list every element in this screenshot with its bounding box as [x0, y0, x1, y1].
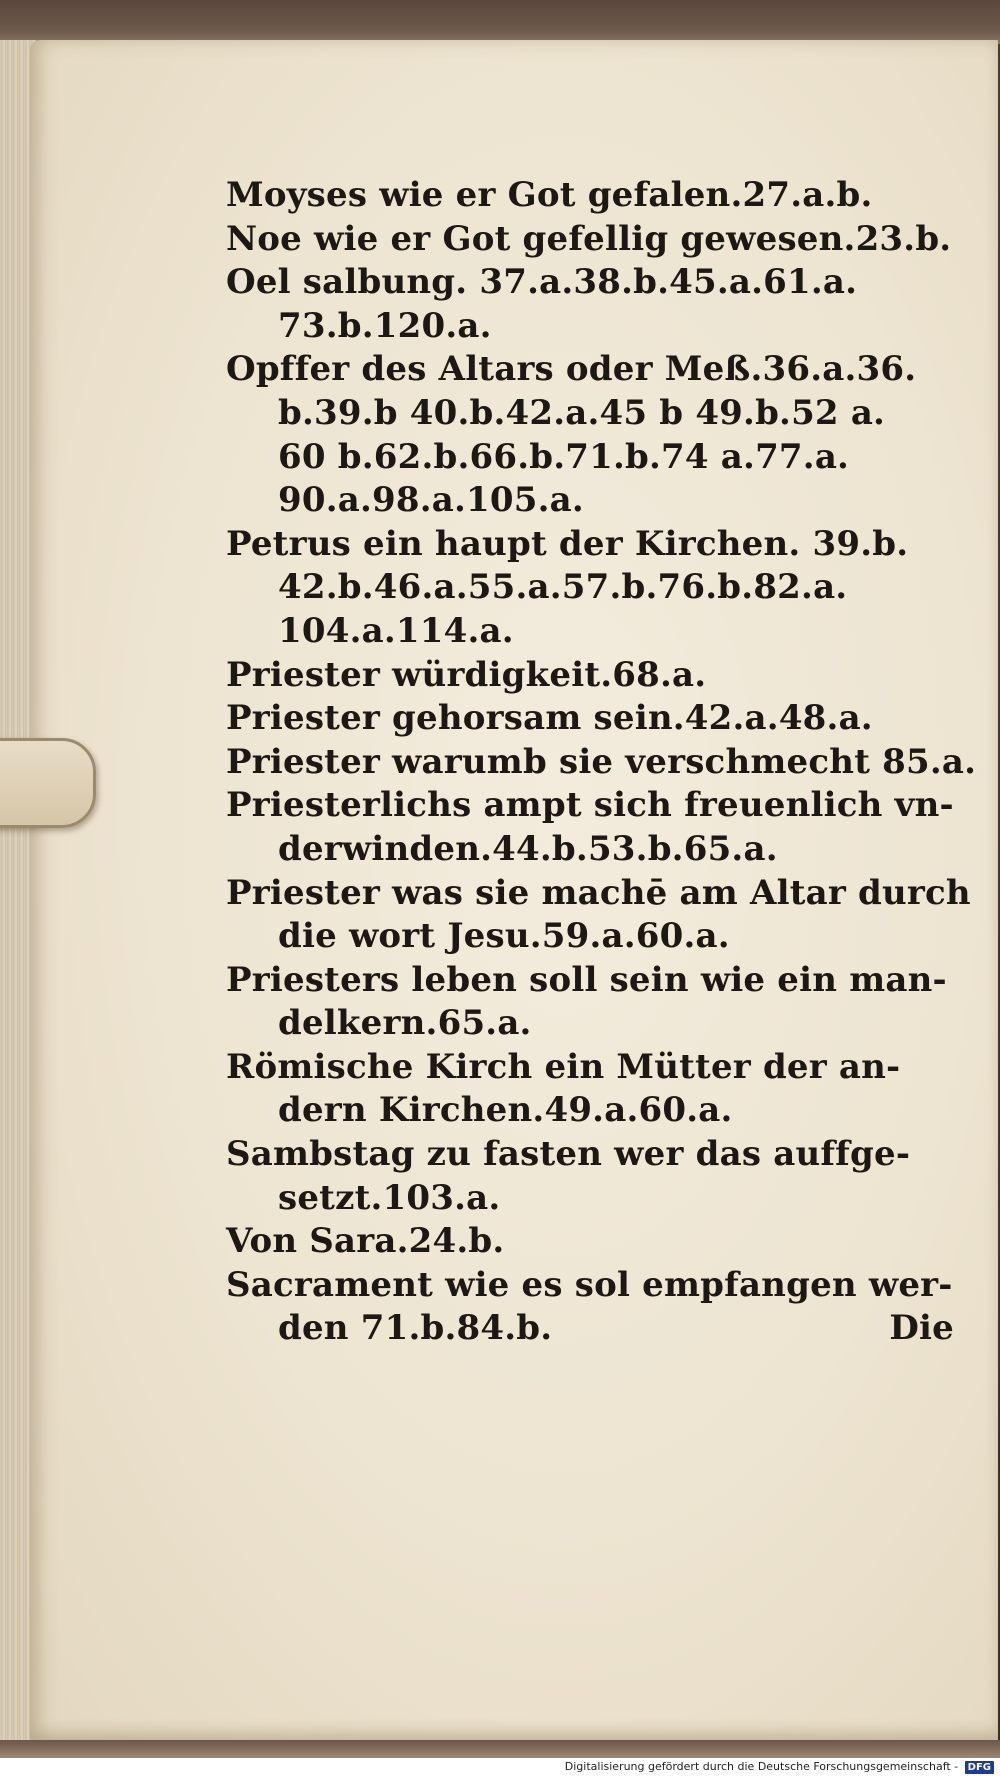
index-line: Oel salbung. 37.a.38.b.45.a.61.a. — [226, 262, 858, 303]
index-line-continuation: delkern.65.a. — [278, 1003, 532, 1044]
index-line-continuation: 104.a.114.a. — [278, 610, 514, 651]
index-line: Petrus ein haupt der Kirchen. 39.b. — [226, 523, 909, 564]
last-line — [226, 1307, 954, 1351]
index-line-continuation: 73.b.120.a. — [278, 305, 492, 346]
index-line-continuation: 90.a.98.a.105.a. — [278, 480, 584, 521]
index-line-continuation: dern Kirchen.49.a.60.a. — [278, 1090, 733, 1131]
index-line-continuation: derwinden.44.b.53.b.65.a. — [278, 828, 778, 869]
index-line: Sambstag zu fasten wer das auffge- — [226, 1134, 911, 1175]
index-line: Opffer des Altars oder Meß.36.a.36. — [226, 349, 917, 390]
index-line-continuation: 42.b.46.a.55.a.57.b.76.b.82.a. — [278, 567, 848, 608]
index-line-continuation: setzt.103.a. — [278, 1177, 501, 1218]
index-line: Von Sara.24.b. — [226, 1221, 505, 1262]
book-top-edge — [0, 0, 1000, 44]
book-bottom-edge — [0, 1740, 1000, 1758]
dfg-logo: DFG — [965, 1761, 994, 1774]
index-line: Priesters leben soll sein wie ein man- — [226, 959, 947, 1000]
index-line: Moyses wie er Got gefalen.27.a.b. — [226, 175, 873, 215]
index-line-continuation: 60 b.62.b.66.b.71.b.74 a.77.a. — [278, 436, 850, 477]
last-line-text: den 71.b.84.b. — [278, 1308, 553, 1349]
index-line: Priesterlichs ampt sich freuenlich vn- — [226, 785, 954, 826]
funding-credit — [565, 1760, 994, 1774]
index-line: Römische Kirch ein Mütter der an- — [226, 1046, 901, 1087]
index-line: Priester würdigkeit.68.a. — [226, 654, 707, 695]
index-line-continuation: b.39.b 40.b.42.a.45 b 49.b.52 a. — [278, 392, 886, 433]
index-list — [226, 174, 977, 1351]
bookmark-tab — [0, 738, 96, 828]
funding-credit-text: Digitalisierung gefördert durch die Deutsche Forschungsgemeinschaft - — [564, 1760, 959, 1773]
index-line: Priester warumb sie verschmecht 85.a. — [226, 741, 977, 782]
index-line: Sacrament wie es sol empfangen wer- — [226, 1264, 953, 1305]
index-line: Priester gehorsam sein.42.a.48.a. — [226, 698, 873, 739]
index-line: Noe wie er Got gefellig gewesen.23.b. — [226, 218, 952, 259]
catchword: Die — [889, 1308, 954, 1349]
index-line-continuation: die wort Jesu.59.a.60.a. — [278, 916, 730, 957]
index-line: Priester was sie machē am Altar durch — [226, 872, 971, 913]
